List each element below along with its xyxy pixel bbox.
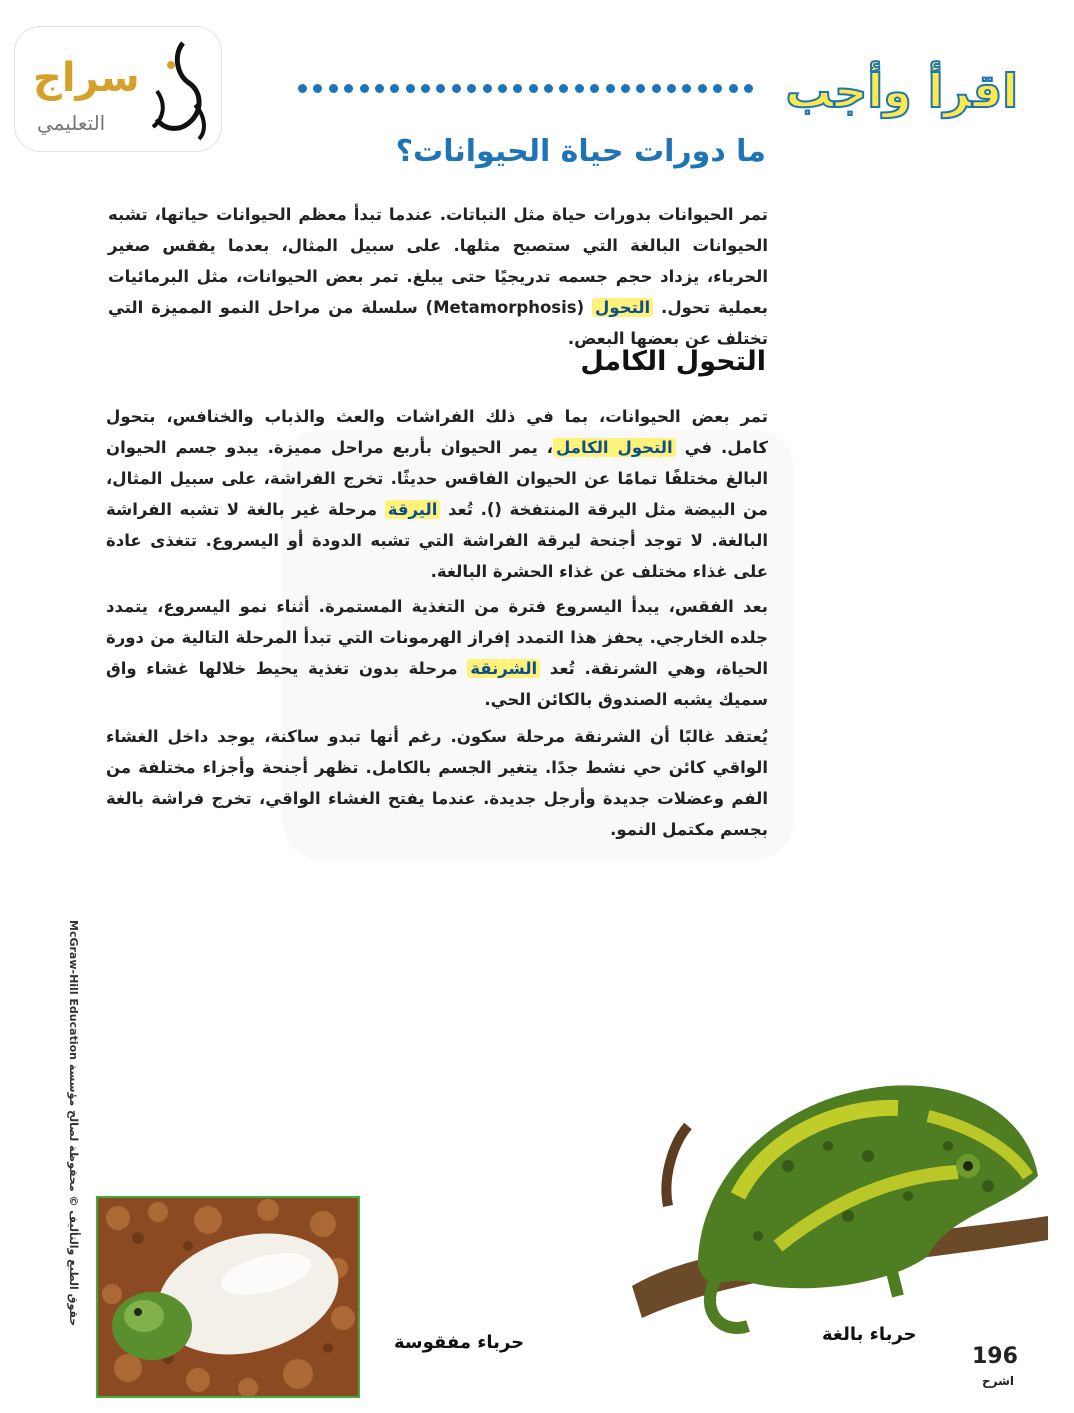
term-larva: اليرقة — [385, 500, 441, 519]
copyright-credit: حقوق الطبع والتأليف © محفوظة لصالح مؤسسة McGraw-Hill Education — [67, 920, 80, 1327]
page-number: 196 — [972, 1344, 1018, 1369]
page-heading: ما دورات حياة الحيوانات؟ — [395, 134, 766, 169]
caption-adult-chameleon: حرباء بالغة — [822, 1324, 917, 1345]
term-pupa: الشرنقة — [467, 659, 540, 678]
term-metamorphosis: التحول — [592, 298, 653, 317]
calligraphy-icon — [143, 35, 215, 145]
logo-name: سراج — [33, 55, 140, 101]
adult-chameleon-photo — [628, 1056, 1048, 1346]
publisher-logo — [14, 26, 222, 152]
paragraph-pupa-activity: يُعتقد غالبًا أن الشرنقة مرحلة سكون. رغم أنها تبدو ساكنة، يوجد داخل الغشاء الواقي كائن حي نشط جدًا. يتغير الجسم بالكامل. تظهر أجنحة وأجزاء مختلفة من الفم وعضلات جديدة وأرجل جديدة. عندما يفتح الغشاء الواقي، تخرج فراشة بالغة بجسم مكتمل النمو. — [106, 726, 768, 839]
title-dotted-divider — [298, 78, 753, 98]
paragraph-pupa: بعد الفقس، يبدأ اليسروع فترة من التغذية المستمرة. أثناء نمو اليسروع، يتمدد جلده الخارجي. يحفز هذا التمدد إفراز الهرمونات التي تبدأ المرحلة التالية من دورة الحياة، وهي الشرنقة. تُعد الشرنقة مرحلة بدون تغذية يحيط خلالها غشاء واق سميك يشبه الصندوق بالكائن الحي. — [106, 596, 768, 709]
subheading-complete-metamorphosis: التحول الكامل — [580, 346, 766, 377]
intro-paragraph: تمر الحيوانات بدورات حياة مثل النباتات. عندما تبدأ معظم الحيوانات حياتها، تشبه الحيوانات البالغة التي ستصبح مثلها. على سبيل المثال، بعدما يفقس صغير الحرباء، يزداد حجم جسمه تدريجيًا حتى يبلغ. تمر بعض الحيوانات، مثل البرمائيات بعملية تحول. التحول (Metamorphosis) سلسلة من مراحل النمو المميزة التي تختلف عن بعضها البعض. — [108, 204, 768, 348]
logo-subtitle: التعليمي — [37, 111, 106, 135]
caption-hatching-chameleon: حرباء مفقوسة — [394, 1332, 525, 1353]
section-title: اقرأ وأجب — [785, 64, 1018, 118]
page-label: اشرح — [982, 1374, 1015, 1388]
paragraph-complete-metamorphosis: تمر بعض الحيوانات، بما في ذلك الفراشات والعث والذباب والخنافس، بتحول كامل. في التحول الكامل، يمر الحيوان بأربع مراحل مميزة. يبدو جسم الحيوان البالغ مختلفًا تمامًا عن الحيوان الفاقس حديثًا. تخرج الفراشة، على سبيل المثال، من البيضة مثل اليرقة المنتفخة (). تُعد اليرقة مرحلة غير بالغة لا تشبه الفراشة البالغة. لا توجد أجنحة ليرقة الفراشة التي تشبه الدودة أو اليسروع. تتغذى عادة على غذاء مختلف عن غذاء الحشرة البالغة. — [106, 406, 769, 581]
hatching-chameleon-photo — [96, 1196, 360, 1398]
term-complete-metamorphosis: التحول الكامل — [553, 438, 676, 457]
